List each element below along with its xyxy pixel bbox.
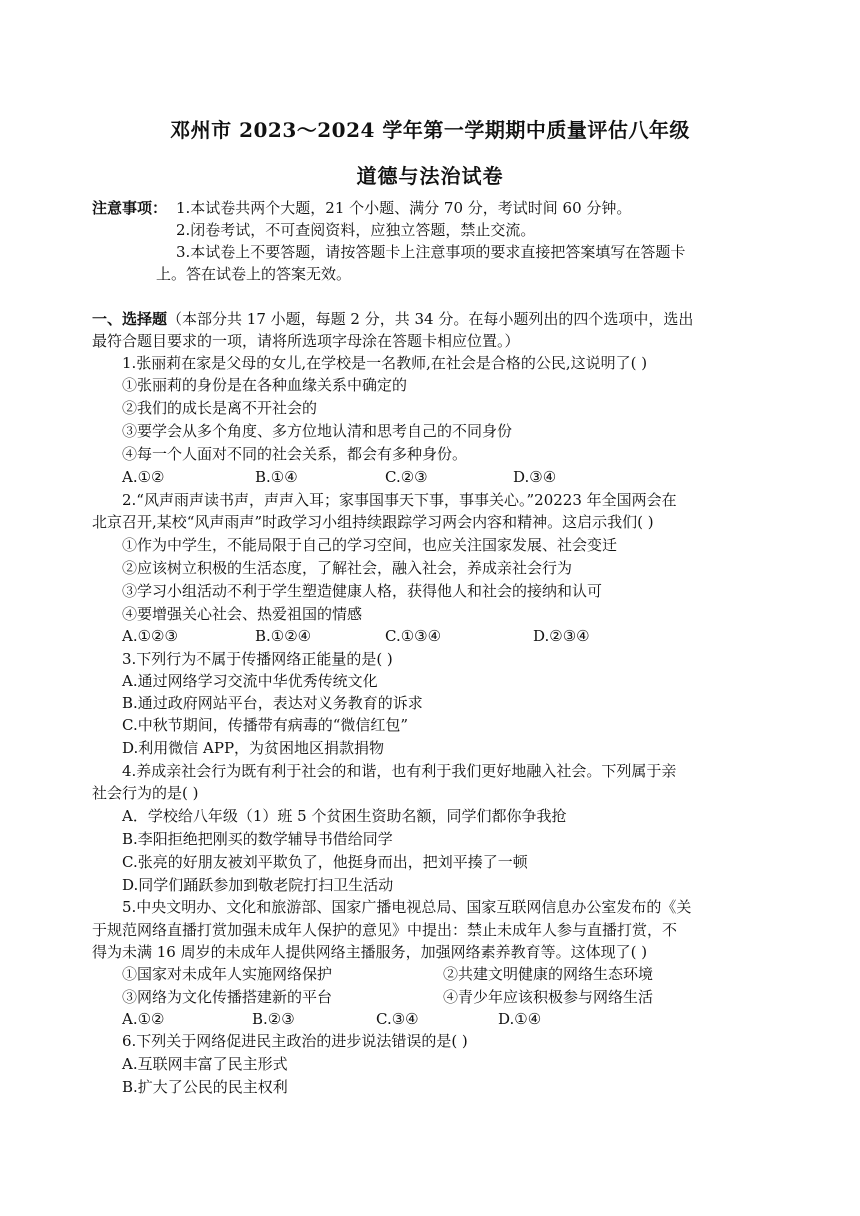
q1-stem: 1.张丽莉在家是父母的女儿,在学校是一名教师,在社会是合格的公民,这说明了( ) [122, 354, 648, 372]
q1-option-d: D.③④ [513, 468, 557, 486]
q5-option-a: A.①② [122, 1010, 165, 1028]
q5-statement-4: ④青少年应该积极参与网络生活 [443, 988, 654, 1006]
q1-option-c: C.②③ [385, 468, 428, 486]
q5-statement-2: ②共建文明健康的网络生态环境 [443, 965, 654, 983]
q2-stem-line2: 北京召开,某校“风声雨声”时政学习小组持续跟踪学习两会内容和精神。这启示我们( ) [92, 513, 654, 531]
q6-stem: 6.下列关于网络促进民主政治的进步说法错误的是( ) [122, 1032, 468, 1050]
section-intro-line2: 最符合题目要求的一项，请将所选项字母涂在答题卡相应位置。） [92, 332, 520, 350]
q2-statement-3: ③学习小组活动不利于学生塑造健康人格，获得他人和社会的接纳和认可 [122, 582, 603, 600]
q3-option-c: C.中秋节期间，传播带有病毒的“微信红包” [122, 716, 409, 734]
q1-statement-1: ①张丽莉的身份是在各种血缘关系中确定的 [122, 376, 408, 394]
q4-option-c: C.张亮的好朋友被刘平欺负了，他挺身而出，把刘平揍了一顿 [122, 853, 528, 871]
q2-statement-2: ②应该树立积极的生活态度，了解社会，融入社会，养成亲社会行为 [122, 559, 573, 577]
section-heading: 一、选择题 [92, 310, 168, 328]
q5-stem-line2: 于规范网络直播打赏加强未成年人保护的意见》中提出：禁止未成年人参与直播打赏，不 [92, 921, 678, 939]
q5-option-b: B.②③ [252, 1010, 295, 1028]
q3-stem: 3.下列行为不属于传播网络正能量的是( ) [122, 650, 393, 668]
q5-option-c: C.③④ [376, 1010, 419, 1028]
q5-stem-line3: 得为未满 16 周岁的未成年人提供网络主播服务，加强网络素养教育等。这体现了( ) [92, 943, 648, 961]
q3-option-b: B.通过政府网站平台，表达对义务教育的诉求 [122, 694, 423, 712]
notes-item-1: 1.本试卷共两个大题，21 个小题、满分 70 分，考试时间 60 分钟。 [176, 199, 632, 217]
q4-option-d: D.同学们踊跃参加到敬老院打扫卫生活动 [122, 876, 394, 894]
section-intro-a: （本部分共 17 小题，每题 2 分，共 34 分。在每小题列出的四个选项中，选出 [167, 310, 694, 328]
q6-option-a: A.互联网丰富了民主形式 [122, 1055, 288, 1073]
q2-stem-line1: 2.“风声雨声读书声，声声入耳；家事国事天下事，事事关心。”20223 年全国两会在 [122, 491, 677, 509]
exam-subtitle: 道德与法治试卷 [356, 164, 504, 188]
q4-stem-line2: 社会行为的是( ) [92, 784, 199, 802]
q2-statement-1: ①作为中学生，不能局限于自己的学习空间，也应关注国家发展、社会变迁 [122, 536, 618, 554]
q5-option-d: D.①④ [498, 1010, 542, 1028]
q1-statement-3: ③要学会从多个角度、多方位地认清和思考自己的不同身份 [122, 422, 513, 440]
section-intro-line1 [92, 308, 693, 330]
q5-stem-line1: 5.中央文明办、文化和旅游部、国家广播电视总局、国家互联网信息办公室发布的《关 [122, 898, 692, 916]
q1-statement-2: ②我们的成长是离不开社会的 [122, 399, 318, 417]
q2-statement-4: ④要增强关心社会、热爱祖国的情感 [122, 605, 363, 623]
q6-option-b: B.扩大了公民的民主权利 [122, 1078, 288, 1096]
q3-option-a: A.通过网络学习交流中华优秀传统文化 [122, 672, 378, 690]
q1-option-b: B.①④ [255, 468, 298, 486]
notes-item-3a: 3.本试卷上不要答题，请按答题卡上注意事项的要求直接把答案填写在答题卡 [176, 243, 686, 261]
exam-title: 邓州市 2023～2024 学年第一学期期中质量评估八年级 [170, 118, 690, 142]
notes-label: 注意事项： [92, 199, 168, 217]
q1-option-a: A.①② [122, 468, 165, 486]
q1-statement-4: ④每一个人面对不同的社会关系，都会有多种身份。 [122, 445, 468, 463]
q3-option-d: D.利用微信 APP，为贫困地区捐款捐物 [122, 739, 385, 757]
q5-statement-1: ①国家对未成年人实施网络保护 [122, 965, 333, 983]
q4-stem-line1: 4.养成亲社会行为既有利于社会的和谐，也有利于我们更好地融入社会。下列属于亲 [122, 762, 677, 780]
q4-option-a: A．学校给八年级（1）班 5 个贫困生资助名额，同学们都你争我抢 [122, 807, 567, 825]
notes-item-2: 2.闭卷考试，不可查阅资料，应独立答题，禁止交流。 [176, 221, 536, 239]
q5-statement-3: ③网络为文化传播搭建新的平台 [122, 988, 333, 1006]
q4-option-b: B.李阳拒绝把刚买的数学辅导书借给同学 [122, 830, 393, 848]
notes-item-3b: 上。答在试卷上的答案无效。 [156, 265, 352, 283]
q2-option-b: B.①②④ [255, 627, 312, 645]
q2-option-c: C.①③④ [385, 627, 442, 645]
q2-option-d: D.②③④ [533, 627, 590, 645]
q2-option-a: A.①②③ [122, 627, 178, 645]
